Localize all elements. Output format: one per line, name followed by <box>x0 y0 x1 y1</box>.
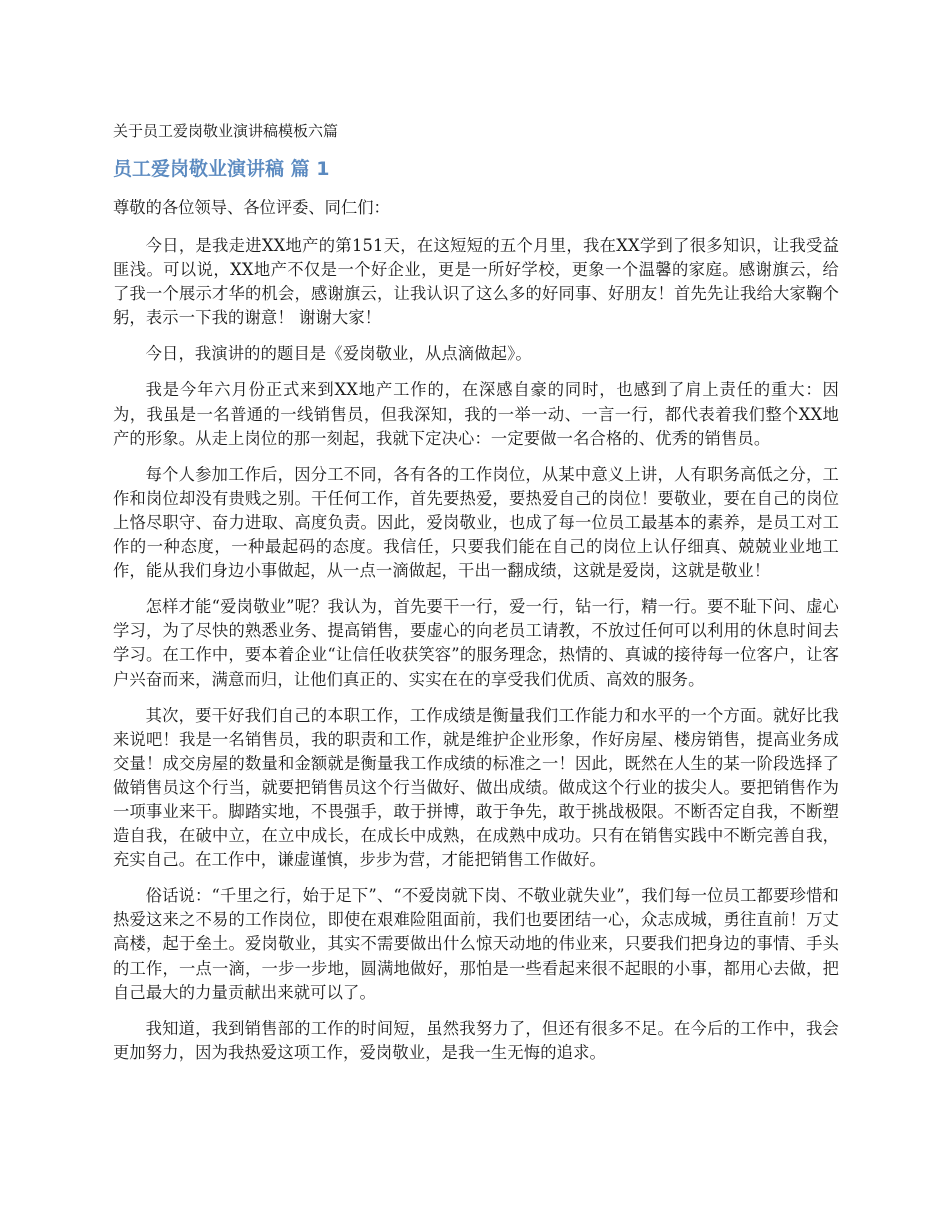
document-title: 关于员工爱岗敬业演讲稿模板六篇 <box>113 122 339 140</box>
paragraph-8: 我知道，我到销售部的工作的时间短，虽然我努力了，但还有很多不足。在今后的工作中，我会更加努力，因为我热爱这项工作，爱岗敬业，是我一生无悔的追求。 <box>113 1018 839 1062</box>
paragraph-6: 其次，要干好我们自己的本职工作，工作成绩是衡量我们工作能力和水平的一个方面。就好比我来说吧！我是一名销售员，我的职责和工作，就是维护企业形象，作好房屋、楼房销售，提高业务成交量！成交房屋的数量和金额就是衡量我工作成绩的标准之一！因此，既然在人生的某一阶段选择了做销售员这个行当，就要把销售员这个行当做好、做出成绩。做成这个行业的拔尖人。要把销售作为一项事业来干。脚踏实地，不畏强手，敢于拼博，敢于争先，敢于挑战极限。不断否定自我，不断塑造自我，在破中立，在立中成长，在成长中成熟，在成熟中成功。只有在销售实践中不断完善自我，充实自己。在工作中，谦虚谨慎，步步为营，才能把销售工作做好。 <box>113 705 839 870</box>
paragraph-7: 俗话说：“千里之行，始于足下”、“不爱岗就下岗、不敬业就失业”，我们每一位员工都要珍惜和热爱这来之不易的工作岗位，即使在艰难险阻面前，我们也要团结一心，众志成城，勇往直前！万丈高楼，起于垒土。爱岗敬业，其实不需要做出什么惊天动地的伟业来，只要我们把身边的事情、手头的工作，一点一滴，一步一步地，圆满地做好，那怕是一些看起来很不起眼的小事，都用心去做，把自己最大的力量贡献出来就可以了。 <box>113 886 839 1002</box>
paragraph-5: 怎样才能“爱岗敬业”呢？我认为，首先要干一行，爱一行，钻一行，精一行。要不耻下问、虚心学习，为了尽快的熟悉业务、提高销售，要虚心的向老员工请教，不放过任何可以利用的休息时间去学习。在工作中，要本着企业“让信任收获笑容”的服务理念，热情的、真诚的接待每一位客户，让客户兴奋而来，满意而归，让他们真正的、实实在在的享受我们优质、高效的服务。 <box>113 597 839 689</box>
paragraph-3: 我是今年六月份正式来到XX地产工作的，在深感自豪的同时，也感到了肩上责任的重大：因为，我虽是一名普通的一线销售员，但我深知，我的一举一动、一言一行，都代表着我们整个XX地产的形象。从走上岗位的那一刻起，我就下定决心：一定要做一名合格的、优秀的销售员。 <box>113 380 839 448</box>
salutation: 尊敬的各位领导、各位评委、同仁们： <box>113 198 390 217</box>
document-page <box>113 120 839 1077</box>
paragraph-4: 每个人参加工作后，因分工不同，各有各的工作岗位，从某中意义上讲，人有职务高低之分，工作和岗位却没有贵贱之别。干任何工作，首先要热爱，要热爱自己的岗位！要敬业，要在自己的岗位上恪尽职守、奋力进取、高度负责。因此，爱岗敬业，也成了每一位员工最基本的素养，是员工对工作的一种态度，一种最起码的态度。我信任，只要我们能在自己的岗位上认仔细真、兢兢业业地工作，能从我们身边小事做起，从一点一滴做起，干出一翻成绩，这就是爱岗，这就是敬业！ <box>113 464 839 581</box>
paragraph-2: 今日，我演讲的的题目是《爱岗敬业，从点滴做起》。 <box>145 344 532 364</box>
paragraph-1: 今日，是我走进XX地产的第151天，在这短短的五个月里，我在XX学到了很多知识，让我受益匪浅。可以说，XX地产不仅是一个好企业，更是一所好学校，更象一个温馨的家庭。感谢旗云，给了我一个展示才华的机会，感谢旗云，让我认识了这么多的好同事、好朋友！首先先让我给大家鞠个躬，表示一下我的谢意！ 谢谢大家！ <box>113 236 839 328</box>
section-heading: 员工爱岗敬业演讲稿 篇 1 <box>113 158 330 180</box>
